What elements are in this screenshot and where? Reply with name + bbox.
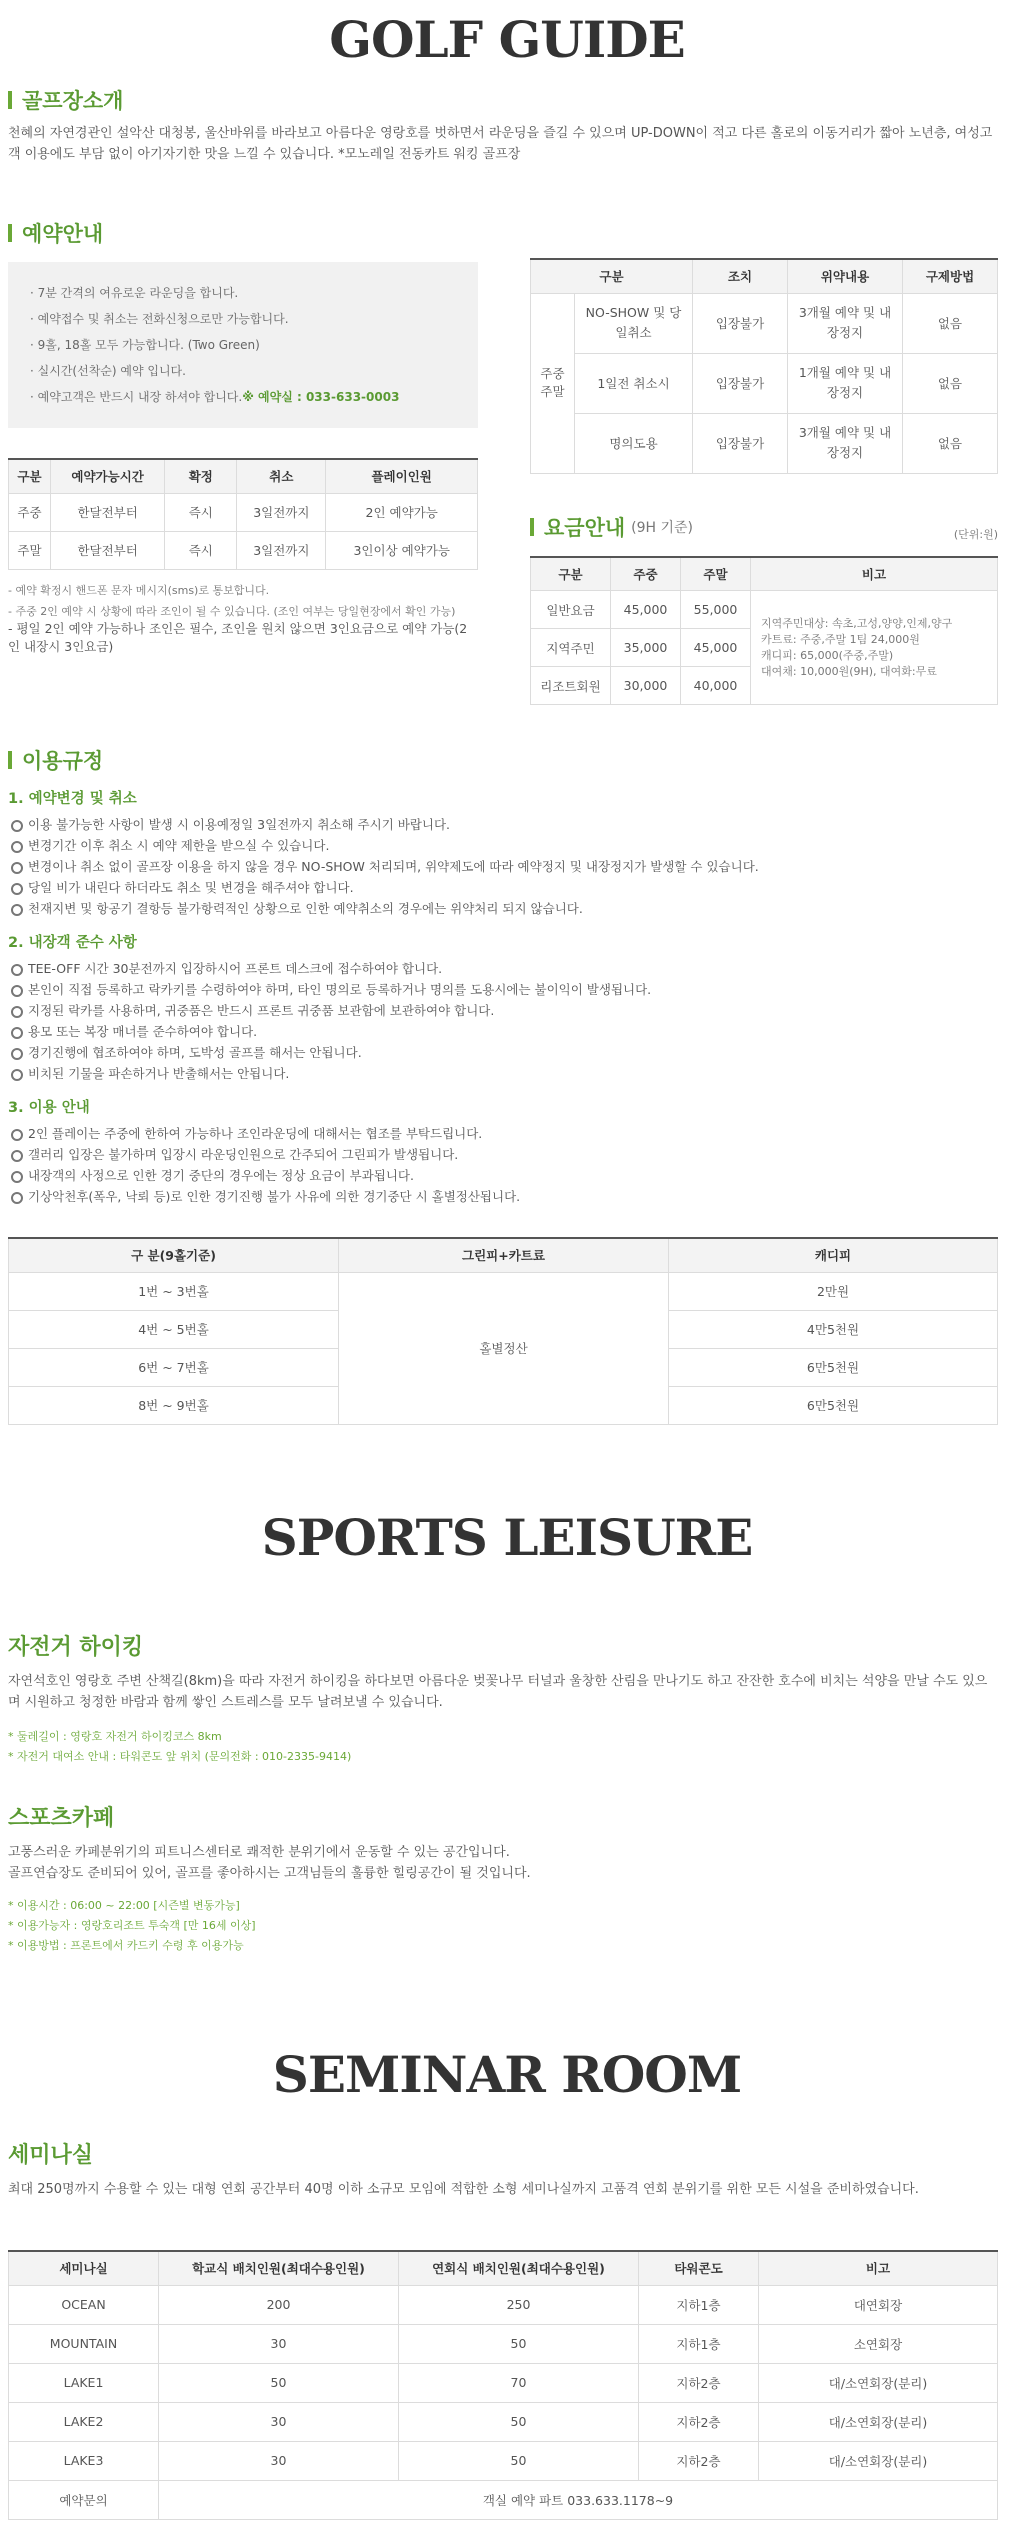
seminar-heading: 세미나실 [8,2143,94,2168]
list-item: 변경기간 이후 취소 시 예약 제한을 받으실 수 있습니다. [8,835,998,856]
table-cell: 1번 ~ 3번홀 [9,1272,339,1310]
list-item: 비치된 기물을 파손하거나 반출해서는 안됩니다. [8,1063,998,1084]
table-cell: 일반요금 [531,591,611,629]
table-cell: 지역주민 [531,629,611,667]
table-cell: 소연회장 [759,2324,998,2363]
table-cell: 8번 ~ 9번홀 [9,1386,339,1424]
table-row [9,2285,998,2324]
bike-text: 자연석호인 영랑호 주변 산책길(8km)을 따라 자전거 하이킹을 하다보면 아름다운 벚꽃나무 터널과 울창한 산림을 만나기도 하고 잔잔한 호수에 비치는 석양을 만날 수도 있으며 시원하고 청정한 바람과 함께 쌓인 스트레스를 모두 날려보낼 수 있습니다. [8,1674,988,1710]
inquiry-value: 객실 예약 파트 033.633.1178~9 [159,2480,998,2519]
bike-notes [8,1727,998,1767]
table-cell: 200 [159,2285,399,2324]
heading-bar [8,751,12,769]
list-item: 천재지변 및 항공기 결항등 불가항력적인 상황으로 인한 예약취소의 경우에는 위약처리 되지 않습니다. [8,898,998,919]
reservation-item: · 7분 간격의 여유로운 라운딩을 합니다. [30,286,239,300]
table-cell: LAKE1 [9,2363,159,2402]
table-row [9,2324,998,2363]
table-cell: 30 [159,2402,399,2441]
seminar-table-header: 학교식 배치인원(최대수용인원) [159,2251,399,2285]
table-cell: 지하2층 [639,2363,759,2402]
list-item: 당일 비가 내린다 하더라도 취소 및 변경을 해주셔야 합니다. [8,877,998,898]
table-cell: 주중 [9,493,51,531]
table-cell: 2만원 [669,1272,998,1310]
list-item: TEE-OFF 시간 30분전까지 입장하시어 프론트 데스크에 접수하여야 합니다. [8,958,998,979]
table-cell: 2인 예약가능 [326,493,478,531]
seminar-room-title: SEMINAR ROOM [272,2045,742,2104]
hole-table-header: 구 분(9홀기준) [9,1238,339,1272]
penalty-table-header: 구분 [531,259,693,293]
fee-note-line: 카트료: 주중,주말 1팀 24,000원 [761,632,920,646]
fee-heading-text: 요금안내 [544,515,626,540]
reservation-item: · 9홀, 18홀 모두 가능합니다. (Two Green) [30,338,260,352]
penalty-group-cell: 주중 주말 [531,293,575,473]
table-cell: 4만5천원 [669,1310,998,1348]
table-cell: MOUNTAIN [9,2324,159,2363]
table-cell: 대/소연회장(분리) [759,2402,998,2441]
fee-subtitle: (9H 기준) [631,519,694,536]
reservation-heading-text: 예약안내 [22,222,104,246]
cafe-notes [8,1896,998,1956]
table-cell: 지하1층 [639,2324,759,2363]
table-cell: 250 [399,2285,639,2324]
table-cell: 6만5천원 [669,1348,998,1386]
penalty-table-header: 구제방법 [903,259,998,293]
table-cell: 지하2층 [639,2402,759,2441]
fee-heading [530,512,693,542]
table-cell: 즉시 [165,531,237,569]
sports-leisure-title: SPORTS LEISURE [261,1508,753,1567]
table-cell: 주말 [9,531,51,569]
table-row [9,2363,998,2402]
reservation-note-weekday: - 평일 2인 예약 가능하나 조인은 필수, 조인을 원치 않으면 3인요금으로 예약 가능(2인 내장시 3인요금) [8,620,468,654]
table-cell: 없음 [903,293,998,353]
penalty-table [530,258,998,474]
rules-list [8,958,998,1084]
list-item: 기상악천후(폭우, 낙뢰 등)로 인한 경기진행 불가 사유에 의한 경기중단 시 홀별정산됩니다. [8,1186,998,1207]
table-cell: 40,000 [681,667,751,705]
table-row [9,2402,998,2441]
fee-note-line: 캐디피: 65,000(주중,주말) [761,648,894,662]
cafe-note: * 이용시간 : 06:00 ~ 22:00 [시즌별 변동가능] [8,1899,240,1912]
list-item: 이용 불가능한 사항이 발생 시 이용예정일 3일전까지 취소해 주시기 바랍니다. [8,814,998,835]
table-cell: 50 [159,2363,399,2402]
bike-heading: 자전거 하이킹 [8,1635,144,1660]
table-cell: 4번 ~ 5번홀 [9,1310,339,1348]
cafe-text: 고풍스러운 카페분위기의 피트니스센터로 쾌적한 분위기에서 운동할 수 있는 공간입니다. [8,1845,510,1860]
rules-list [8,814,998,919]
heading-bar [8,91,12,109]
table-cell: 지하2층 [639,2441,759,2480]
table-row [531,353,998,413]
table-cell: NO-SHOW 및 당일취소 [575,293,693,353]
table-cell: 70 [399,2363,639,2402]
table-cell: 50 [399,2441,639,2480]
table-cell: 3일전까지 [237,493,326,531]
reservation-notes [8,582,478,656]
rules-heading-text: 이용규정 [22,749,104,773]
penalty-table-header: 조치 [693,259,788,293]
table-cell: 6만5천원 [669,1386,998,1424]
table-cell: 50 [399,2324,639,2363]
table-cell: 없음 [903,353,998,413]
table-row [9,493,478,531]
table-cell: 명의도용 [575,413,693,473]
cafe-text: 골프연습장도 준비되어 있어, 골프를 좋아하시는 고객님들의 훌륭한 힐링공간이 될 것입니다. [8,1866,531,1881]
table-cell: 입장불가 [693,293,788,353]
table-cell: LAKE3 [9,2441,159,2480]
table-cell: 55,000 [681,591,751,629]
table-cell: 입장불가 [693,353,788,413]
golf-intro-heading-text: 골프장소개 [22,89,124,113]
fee-note-line: 지역주민대상: 속초,고성,양양,인제,양구 [761,616,953,630]
table-cell: 리조트회원 [531,667,611,705]
table-cell: 1개월 예약 및 내장정지 [788,353,903,413]
seminar-table [8,2250,998,2520]
reservation-item: · 예약고객은 반드시 내장 하셔야 합니다.※ 예약실 : 033-633-0003 [30,390,400,404]
table-cell: 대/소연회장(분리) [759,2441,998,2480]
seminar-table-header: 세미나실 [9,2251,159,2285]
cafe-note: * 이용가능자 : 영랑호리조트 투숙객 [만 16세 이상] [8,1919,256,1932]
rules-subheading: 3. 이용 안내 [8,1100,90,1116]
table-cell: 3개월 예약 및 내장정지 [788,413,903,473]
seminar-text: 최대 250명까지 수용할 수 있는 대형 연회 공간부터 40명 이하 소규모 모임에 적합한 소형 세미나실까지 고품격 연회 분위기를 위한 모든 시설을 준비하였습니다. [8,2182,919,2197]
table-row [9,1272,998,1310]
table-cell: 대/소연회장(분리) [759,2363,998,2402]
list-item: 경기진행에 협조하여야 하며, 도박성 골프를 해서는 안됩니다. [8,1042,998,1063]
reservation-table-header: 취소 [237,459,326,493]
table-cell: 45,000 [611,591,681,629]
seminar-table-header: 비고 [759,2251,998,2285]
rules-list [8,1123,998,1207]
table-cell: 50 [399,2402,639,2441]
bike-note: * 자전거 대여소 안내 : 타워콘도 앞 위치 (문의전화 : 010-2335-9414) [8,1750,352,1763]
table-cell: LAKE2 [9,2402,159,2441]
table-cell: 대연회장 [759,2285,998,2324]
table-cell: 지하1층 [639,2285,759,2324]
fee-note-line: 대여채: 10,000원(9H), 대여화:무료 [761,664,937,678]
list-item: 지정된 락카를 사용하며, 귀중품은 반드시 프론트 귀중품 보관함에 보관하여야 합니다. [8,1000,998,1021]
fee-table-header: 주말 [681,557,751,591]
seminar-table-header: 연회식 배치인원(최대수용인원) [399,2251,639,2285]
reservation-table [8,458,478,570]
rules-subheading: 2. 내장객 준수 사항 [8,935,137,951]
reservation-table-header: 플레이인원 [326,459,478,493]
table-cell: 3개월 예약 및 내장정지 [788,293,903,353]
cafe-heading: 스포츠카페 [8,1806,115,1831]
hole-table-header: 그린피+카트료 [339,1238,669,1272]
fee-unit: (단위:원) [953,527,998,541]
table-cell: 6번 ~ 7번홀 [9,1348,339,1386]
reservation-table-header: 확정 [165,459,237,493]
hole-fee-table [8,1237,998,1425]
fee-table [530,556,998,706]
rules-heading [8,745,998,775]
table-cell: 45,000 [681,629,751,667]
table-cell: 30 [159,2441,399,2480]
reservation-item: · 예약접수 및 취소는 전화신청으로만 가능합니다. [30,312,289,326]
table-cell: OCEAN [9,2285,159,2324]
reservation-item: · 실시간(선착순) 예약 입니다. [30,364,186,378]
fee-table-header: 주중 [611,557,681,591]
table-row [531,293,998,353]
golf-guide-title: GOLF GUIDE [329,10,685,69]
list-item: 본인이 직접 등록하고 락카키를 수령하여야 하며, 타인 명의로 등록하거나 명의를 도용시에는 불이익이 발생됩니다. [8,979,998,1000]
hole-merged-cell: 홀별정산 [339,1272,669,1424]
heading-bar [530,518,534,536]
table-row [9,531,478,569]
reservation-heading [8,218,478,248]
reservation-phone: ※ 예약실 : 033-633-0003 [242,390,400,404]
reservation-table-header: 예약가능시간 [51,459,165,493]
table-cell: 1일전 취소시 [575,353,693,413]
table-cell: 30 [159,2324,399,2363]
list-item: 갤러리 입장은 불가하며 입장시 라운딩인원으로 간주되어 그린피가 발생됩니다. [8,1144,998,1165]
list-item: 변경이나 취소 없이 골프장 이용을 하지 않을 경우 NO-SHOW 처리되며, 위약제도에 따라 예약정지 및 내장정지가 발생할 수 있습니다. [8,856,998,877]
table-row [531,413,998,473]
table-row [531,591,998,629]
reservation-notice-box [8,262,478,428]
golf-intro-heading [8,85,998,115]
reservation-table-header: 구분 [9,459,51,493]
cafe-note: * 이용방법 : 프론트에서 카드키 수령 후 이용가능 [8,1939,244,1952]
table-cell: 30,000 [611,667,681,705]
table-cell: 35,000 [611,629,681,667]
reservation-note: - 예약 확정시 핸드폰 문자 메시지(sms)로 통보합니다. [8,583,270,597]
table-cell: 3인이상 예약가능 [326,531,478,569]
table-cell: 3일전까지 [237,531,326,569]
fee-table-header: 구분 [531,557,611,591]
golf-intro-text: 천혜의 자연경관인 설악산 대청봉, 울산바위를 바라보고 아름다운 영랑호를 벗하면서 라운딩을 즐길 수 있으며 UP-DOWN이 적고 다른 홀로의 이동거리가 짧아 노년층, 여성고객 이용에도 부담 없이 아기자기한 맛을 느낄 수 있습니다. *모노레일 전동카트 워킹 골프장 [8,126,993,162]
seminar-table-header: 타워콘도 [639,2251,759,2285]
table-cell: 입장불가 [693,413,788,473]
bike-note: * 둘레길이 : 영랑호 자전거 하이킹코스 8km [8,1730,222,1743]
fee-heading-row [530,512,998,542]
fee-note-cell [751,591,998,705]
rules-subheading: 1. 예약변경 및 취소 [8,791,137,807]
list-item: 2인 플레이는 주중에 한하여 가능하나 조인라운딩에 대해서는 협조를 부탁드립니다. [8,1123,998,1144]
table-cell: 없음 [903,413,998,473]
reservation-note: - 주중 2인 예약 시 상황에 따라 조인이 될 수 있습니다. (조인 여부는 당일현장에서 확인 가능) [8,604,456,618]
list-item: 내장객의 사정으로 인한 경기 중단의 경우에는 정상 요금이 부과됩니다. [8,1165,998,1186]
fee-table-header: 비고 [751,557,998,591]
table-cell: 한달전부터 [51,531,165,569]
penalty-table-header: 위약내용 [788,259,903,293]
hole-table-header: 캐디피 [669,1238,998,1272]
heading-bar [8,224,12,242]
table-row [9,2480,998,2519]
table-row [9,2441,998,2480]
table-cell: 즉시 [165,493,237,531]
inquiry-label: 예약문의 [9,2480,159,2519]
table-cell: 한달전부터 [51,493,165,531]
list-item: 용모 또는 복장 매너를 준수하여야 합니다. [8,1021,998,1042]
